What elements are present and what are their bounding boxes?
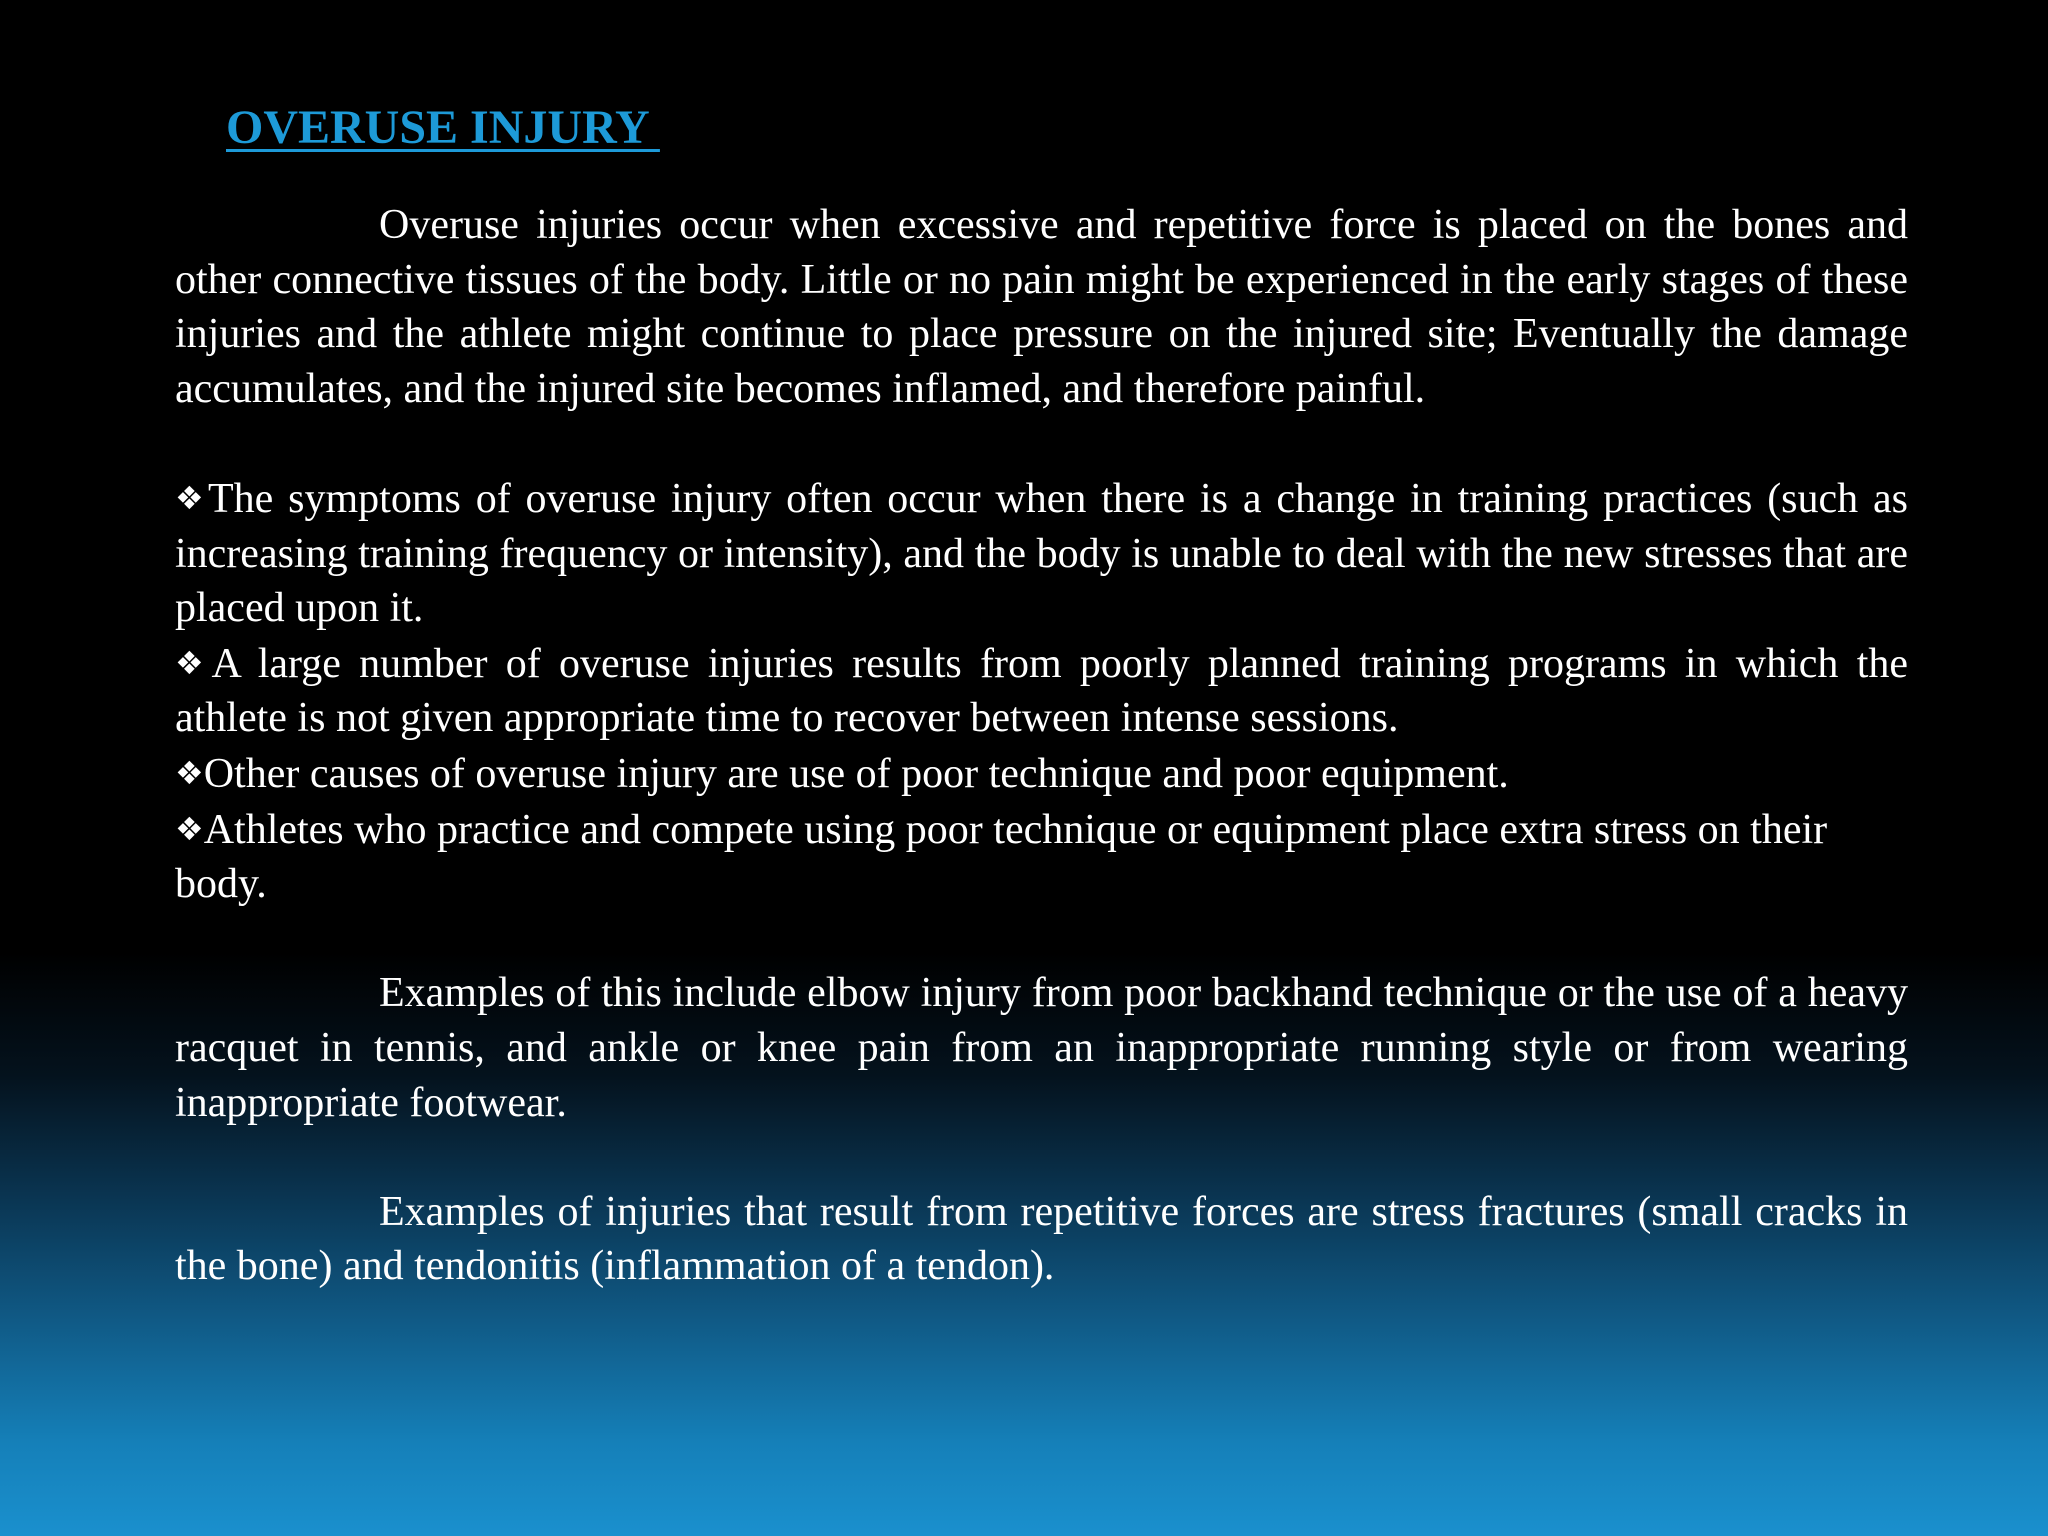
bullet-text: The symptoms of overuse injury often occur when there is a change in training practices (such as increasing training frequency or intensity), and the body is unable to deal with the new stresses that are placed upon it. <box>175 475 1908 632</box>
examples-paragraph: Examples of this include elbow injury from poor backhand technique or the use of a heavy racquet in tennis, and ankle or knee pain from an inappropriate running style or from wearing inappropriate footwear. <box>175 970 1908 1126</box>
bullet-text: Athletes who practice and compete using poor technique or equipment place extra stress on their body. <box>175 806 1828 908</box>
paragraph-spacer <box>175 416 1908 471</box>
slide-body <box>175 198 1908 1294</box>
bullet-text: A large number of overuse injuries results from poorly planned training programs in which the athlete is not given appropriate time to recover between intense sessions. <box>175 640 1909 742</box>
bullet-list <box>175 471 1908 912</box>
paragraph-spacer <box>175 1130 1908 1185</box>
slide-title: OVERUSE INJURY <box>226 101 660 154</box>
diamond-bullet-icon: ❖ <box>175 643 212 682</box>
bullet-text: Other causes of overuse injury are use of poor technique and poor equipment. <box>203 750 1509 797</box>
diamond-bullet-icon: ❖ <box>175 753 204 792</box>
diamond-bullet-icon: ❖ <box>175 809 204 848</box>
intro-paragraph: Overuse injuries occur when excessive and repetitive force is placed on the bones and other connective tissues of the body. Little or no pain might be experienced in the early stages of these injuries and the athlete might continue to place pressure on the injured site; Eventually the damage accumulates, and the injured site becomes inflamed, and therefore painful. <box>175 202 1908 412</box>
bullet-item <box>175 636 1908 746</box>
bullet-item <box>175 746 1908 802</box>
paragraph-spacer <box>175 912 1908 967</box>
bullet-item <box>175 471 1908 636</box>
diamond-bullet-icon: ❖ <box>175 478 209 517</box>
examples-paragraph: Examples of injuries that result from repetitive forces are stress fractures (small cracks in the bone) and tendonitis (inflammation of a tendon). <box>175 1188 1908 1290</box>
bullet-item <box>175 802 1908 912</box>
